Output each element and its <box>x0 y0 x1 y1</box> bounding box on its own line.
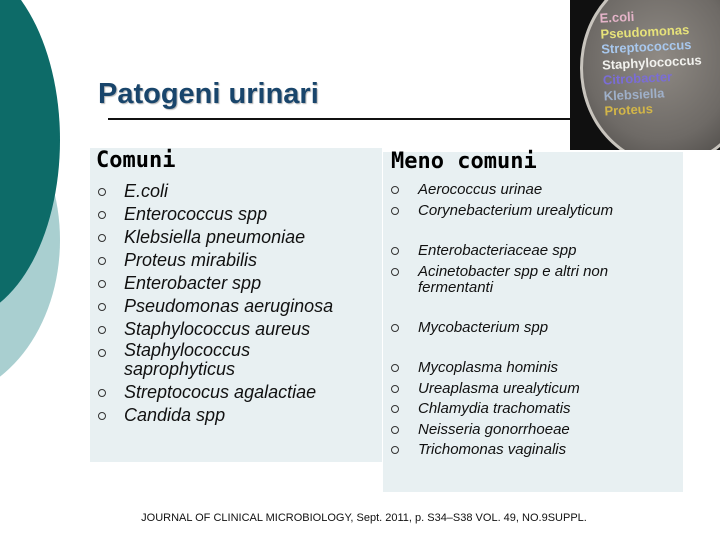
less-common-heading: Meno comuni <box>391 149 537 174</box>
bullet-icon <box>98 280 106 288</box>
pathogen-name: E.coli <box>124 181 169 201</box>
pathogen-name: Streptococus agalactiae <box>124 382 317 402</box>
list-item <box>391 379 676 400</box>
list-item <box>98 180 373 203</box>
dish-label: Citrobacter <box>602 68 673 88</box>
pathogen-name: Enterobacteriaceae spp <box>418 242 577 259</box>
pathogen-name: Pseudomonas aeruginosa <box>124 296 334 316</box>
list-item <box>98 272 373 295</box>
bullet-icon <box>98 412 106 420</box>
list-item <box>391 358 676 379</box>
list-item <box>391 180 676 201</box>
bullet-icon <box>98 349 106 357</box>
bullet-icon <box>391 446 399 454</box>
list-item <box>98 249 373 272</box>
pathogen-name: Chlamydia trachomatis <box>418 400 571 417</box>
list-item <box>98 341 373 381</box>
pathogen-name: Klebsiella pneumoniae <box>124 227 306 247</box>
bullet-icon <box>391 247 399 255</box>
list-item <box>98 318 373 341</box>
pathogen-name: Mycoplasma hominis <box>418 359 559 376</box>
dish-label: Staphylococcus <box>601 51 703 73</box>
pathogen-name: Corynebacterium urealyticum <box>418 201 614 219</box>
bullet-icon <box>98 389 106 397</box>
bullet-icon <box>98 257 106 265</box>
bullet-icon <box>391 364 399 372</box>
list-item <box>391 420 676 441</box>
list-item <box>98 404 373 427</box>
pathogen-name: Ureaplasma urealyticum <box>418 379 580 397</box>
title-underline <box>108 118 588 120</box>
bullet-icon <box>391 268 399 276</box>
dish-label: Proteus <box>604 101 654 119</box>
dish-label: Pseudomonas <box>600 21 690 42</box>
bullet-icon <box>391 426 399 434</box>
pathogen-name: Enterococcus spp <box>124 204 268 224</box>
bullet-icon <box>98 326 106 334</box>
slide-title: Patogeni urinari <box>98 78 319 110</box>
pathogen-name: Staphylococcus saprophyticus <box>124 340 251 379</box>
list-item <box>98 295 373 318</box>
pathogen-name: Neisseria gonorrhoeae <box>418 420 570 438</box>
bullet-icon <box>391 405 399 413</box>
pathogen-name: Mycobacterium spp <box>418 318 549 336</box>
pathogen-name: Aerococcus urinae <box>418 181 543 198</box>
bullet-icon <box>391 385 399 393</box>
bullet-icon <box>391 207 399 215</box>
bullet-icon <box>391 324 399 332</box>
dish-label: Streptococcus <box>600 36 692 57</box>
list-item <box>98 381 373 404</box>
bullet-icon <box>98 234 106 242</box>
journal-citation: JOURNAL OF CLINICAL MICROBIOLOGY, Sept. 2011, p. S34–S38 VOL. 49, NO.9SUPPL. <box>141 512 587 524</box>
list-item <box>98 226 373 249</box>
list-item <box>391 262 676 296</box>
less-common-pathogens-list <box>391 180 676 461</box>
dish-label: E.coli <box>599 8 635 26</box>
bullet-icon <box>391 186 399 194</box>
list-item <box>391 201 676 222</box>
list-item <box>391 318 676 339</box>
bullet-icon <box>98 303 106 311</box>
pathogen-name: Candida spp <box>124 405 226 425</box>
petri-dish-photo <box>570 0 720 150</box>
bullet-icon <box>98 188 106 196</box>
pathogen-name: Enterobacter spp <box>124 273 262 293</box>
common-heading: Comuni <box>96 148 176 173</box>
petri-dish-labels <box>599 5 704 119</box>
dish-label: Klebsiella <box>603 84 665 104</box>
list-item <box>98 203 373 226</box>
bullet-icon <box>98 211 106 219</box>
pathogen-name: Staphylococcus aureus <box>124 319 311 339</box>
pathogen-name: Acinetobacter spp e altri non fermentanti <box>418 262 609 296</box>
pathogen-name: Proteus mirabilis <box>124 250 258 270</box>
list-item <box>391 241 676 262</box>
list-item <box>391 440 676 461</box>
pathogen-name: Trichomonas vaginalis <box>418 441 567 458</box>
common-pathogens-list <box>98 180 373 427</box>
list-item <box>391 399 676 420</box>
